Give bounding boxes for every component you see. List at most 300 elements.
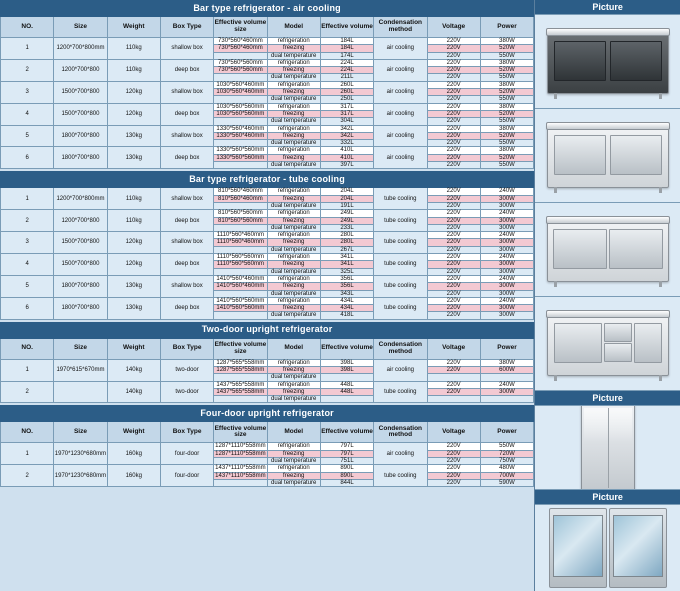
header-model: Model (267, 422, 320, 443)
cell-eff-size (214, 118, 267, 125)
cell-model: freezing (267, 472, 320, 479)
cell-weight: 130kg (107, 275, 160, 297)
cell-model: freezing (267, 132, 320, 139)
cell-model: dual temperature (267, 52, 320, 59)
header-size: Size (54, 17, 107, 38)
cell-size: 1200*700*800mm (54, 188, 107, 210)
cell-power: 750W (480, 458, 533, 465)
counter-legs (554, 281, 662, 287)
four-door-upright-illustration (549, 508, 667, 588)
cell-voltage: 220V (427, 443, 480, 450)
cell-model: freezing (267, 261, 320, 268)
cell-power: 240W (480, 275, 533, 282)
cell-condensation: tube cooling (374, 254, 427, 276)
cell-voltage: 220V (427, 52, 480, 59)
cell-eff-size: 730*560*560mm (214, 59, 267, 66)
door-right (610, 135, 662, 175)
door-right (610, 41, 662, 81)
cell-eff-size (214, 290, 267, 297)
table-row (1, 297, 534, 304)
cell-voltage: 220V (427, 140, 480, 147)
cell-eff-volume: 325L (320, 268, 373, 275)
counter-top (546, 310, 670, 318)
cell-eff-size: 810*560*460mm (214, 195, 267, 202)
cell-box-type: deep box (160, 297, 213, 319)
cell-box-type: shallow box (160, 38, 213, 60)
cell-eff-volume: 304L (320, 118, 373, 125)
door-left (553, 229, 607, 269)
header-voltage: Voltage (427, 422, 480, 443)
cell-eff-volume: 280L (320, 239, 373, 246)
cell-model: refrigeration (267, 147, 320, 154)
cell-voltage: 220V (427, 254, 480, 261)
cell-power: 240W (480, 210, 533, 217)
cell-size: 1500*700*800 (54, 81, 107, 103)
cell-power: 300W (480, 268, 533, 275)
cell-eff-volume: 418L (320, 312, 373, 319)
cell-eff-size (214, 140, 267, 147)
cell-power: 300W (480, 290, 533, 297)
cell-voltage: 220V (427, 224, 480, 231)
picture-header-3: Picture (535, 490, 680, 505)
cell-box-type: shallow box (160, 125, 213, 147)
product-photo-bar-tube-sliding (535, 203, 680, 297)
cell-weight: 110kg (107, 188, 160, 210)
header-model: Model (267, 17, 320, 38)
cell-condensation: air cooling (374, 125, 427, 147)
cell-no: 3 (1, 81, 54, 103)
cell-power: 550W (480, 140, 533, 147)
cell-voltage: 220V (427, 479, 480, 486)
cell-eff-volume: 184L (320, 45, 373, 52)
cell-power: 300W (480, 224, 533, 231)
cell-eff-size: 810*560*560mm (214, 210, 267, 217)
cell-eff-size: 1437*565*558mm (214, 381, 267, 388)
drawer-top (604, 323, 632, 342)
cell-eff-volume: 448L (320, 388, 373, 395)
cell-condensation: air cooling (374, 59, 427, 81)
cell-power: 520W (480, 132, 533, 139)
cell-power: 240W (480, 232, 533, 239)
cabinet-right (609, 508, 667, 588)
cell-voltage: 220V (427, 154, 480, 161)
cell-voltage: 220V (427, 202, 480, 209)
cell-no: 3 (1, 232, 54, 254)
cell-weight: 120kg (107, 103, 160, 125)
header-size: Size (54, 422, 107, 443)
cell-model: refrigeration (267, 59, 320, 66)
cell-power: 520W (480, 67, 533, 74)
cell-model: refrigeration (267, 103, 320, 110)
cell-model: freezing (267, 217, 320, 224)
cell-eff-volume: 249L (320, 217, 373, 224)
cell-model: dual temperature (267, 374, 320, 381)
header-weight: Weight (107, 338, 160, 359)
counter-body (547, 30, 669, 94)
cell-model: refrigeration (267, 81, 320, 88)
cell-model: freezing (267, 366, 320, 373)
header-box-type: Box Type (160, 422, 213, 443)
cell-no: 2 (1, 381, 54, 403)
cell-eff-size: 1287*565*558mm (214, 359, 267, 366)
cell-condensation: tube cooling (374, 232, 427, 254)
cell-size: 1800*700*800 (54, 297, 107, 319)
cell-size (54, 381, 107, 403)
cell-voltage: 220V (427, 132, 480, 139)
cell-model: freezing (267, 154, 320, 161)
cell-power: 240W (480, 381, 533, 388)
cell-no: 6 (1, 147, 54, 169)
cell-eff-size: 1287*565*558mm (214, 366, 267, 373)
cell-power: 240W (480, 254, 533, 261)
cell-eff-size: 1030*560*460mm (214, 89, 267, 96)
cell-voltage: 220V (427, 103, 480, 110)
cell-power: 380W (480, 147, 533, 154)
cell-eff-size (214, 74, 267, 81)
cell-weight: 160kg (107, 465, 160, 487)
header-effective-volume: Effective volume (320, 338, 373, 359)
cell-power: 300W (480, 217, 533, 224)
cell-eff-size: 810*560*560mm (214, 217, 267, 224)
counter-body (547, 218, 669, 282)
cell-voltage: 220V (427, 110, 480, 117)
two-door-upright-illustration (581, 406, 635, 490)
cell-voltage: 220V (427, 147, 480, 154)
cell-eff-size: 1437*1110*558mm (215, 472, 266, 479)
cell-condensation: air cooling (374, 443, 427, 465)
cell-no: 2 (1, 465, 54, 487)
header-effective-volume: Effective volume (320, 17, 373, 38)
cell-power: 380W (480, 81, 533, 88)
cell-model: dual temperature (267, 118, 320, 125)
cell-size: 1970*615*670mm (54, 359, 107, 381)
cell-voltage: 220V (427, 81, 480, 88)
cell-power: 700W (480, 472, 533, 479)
section-title-tube-cooling: Bar type refrigerator - tube cooling (1, 172, 534, 188)
table-row (1, 103, 534, 110)
drawer-bottom (604, 343, 632, 362)
cell-eff-size: 1110*560*560mm (214, 261, 267, 268)
cell-model: refrigeration (267, 297, 320, 304)
cell-eff-size: 1030*560*460mm (214, 81, 267, 88)
cell-model: freezing (267, 305, 320, 312)
picture-header-2: Picture (535, 391, 680, 406)
cell-eff-volume: 797L (320, 443, 373, 450)
cell-power: 550W (480, 162, 533, 169)
header-model: Model (267, 338, 320, 359)
cell-eff-volume: 398L (320, 366, 373, 373)
cell-weight: 110kg (107, 59, 160, 81)
cell-power: 300W (480, 388, 533, 395)
cell-power: 550W (480, 74, 533, 81)
cell-voltage: 220V (427, 45, 480, 52)
bar-refrigerator-drawer-illustration (547, 312, 669, 376)
cell-weight: 160kg (107, 443, 160, 465)
cell-model: refrigeration (267, 188, 320, 195)
cell-eff-volume: 280L (320, 232, 373, 239)
cell-no: 6 (1, 297, 54, 319)
header-weight: Weight (107, 422, 160, 443)
section-air-cooling-table (0, 0, 534, 169)
table-row (1, 147, 534, 154)
section-four-door-table (0, 405, 534, 487)
cell-box-type: four-door (160, 465, 213, 487)
cell-model: freezing (267, 45, 320, 52)
cell-no: 5 (1, 275, 54, 297)
cell-eff-volume: 751L (320, 458, 373, 465)
cell-box-type: shallow box (160, 232, 213, 254)
door-left (554, 41, 606, 81)
cell-no: 1 (1, 38, 54, 60)
cell-condensation: air cooling (374, 103, 427, 125)
cell-model: dual temperature (267, 290, 320, 297)
cell-box-type: deep box (160, 210, 213, 232)
cell-voltage: 220V (427, 74, 480, 81)
cell-condensation: air cooling (374, 359, 427, 381)
cell-voltage (427, 374, 480, 381)
cell-power: 300W (480, 246, 533, 253)
cell-voltage: 220V (427, 275, 480, 282)
cell-eff-volume (320, 396, 373, 403)
cell-model: refrigeration (267, 125, 320, 132)
cell-power: 480W (480, 465, 533, 472)
cell-power: 380W (480, 38, 533, 45)
header-effective-volume-size: Effective volume size (214, 338, 267, 359)
product-photo-bar-tube-drawers (535, 297, 680, 391)
cell-condensation: tube cooling (374, 465, 427, 487)
cell-eff-volume: 184L (320, 38, 373, 45)
counter-body (547, 312, 669, 376)
cell-size: 1500*700*800 (54, 232, 107, 254)
bar-refrigerator-steel-illustration (547, 124, 669, 188)
cell-power: 380W (480, 59, 533, 66)
cell-power: 520W (480, 154, 533, 161)
cell-voltage: 220V (427, 388, 480, 395)
cell-power: 380W (480, 103, 533, 110)
cabinet-left (549, 508, 607, 588)
cell-condensation: air cooling (374, 38, 427, 60)
cell-model: freezing (267, 283, 320, 290)
cell-weight: 140kg (107, 359, 160, 381)
cell-eff-volume: 267L (320, 246, 373, 253)
cell-power: 380W (480, 125, 533, 132)
cell-box-type: shallow box (160, 188, 213, 210)
section-title-two-door: Two-door upright refrigerator (1, 322, 534, 338)
table-row (1, 188, 534, 195)
header-voltage: Voltage (427, 17, 480, 38)
table-row (1, 210, 534, 217)
cell-model: freezing (267, 388, 320, 395)
cell-eff-volume: 249L (320, 210, 373, 217)
cell-voltage: 220V (427, 359, 480, 366)
cell-power: 300W (480, 283, 533, 290)
cell-power: 590W (480, 479, 533, 486)
cell-eff-volume: 398L (320, 359, 373, 366)
table-row (1, 232, 534, 239)
cell-voltage: 220V (427, 118, 480, 125)
cell-power: 550W (480, 443, 533, 450)
counter-top (546, 122, 670, 130)
cell-weight: 120kg (107, 232, 160, 254)
cell-power: 300W (480, 261, 533, 268)
cell-model: refrigeration (267, 232, 320, 239)
cell-power: 600W (480, 366, 533, 373)
cell-eff-size (214, 312, 267, 319)
cell-voltage: 220V (427, 472, 480, 479)
cell-voltage: 220V (427, 268, 480, 275)
header-power: Power (480, 422, 533, 443)
cell-voltage: 220V (427, 59, 480, 66)
cell-power: 300W (480, 195, 533, 202)
cell-eff-volume: 260L (320, 81, 373, 88)
cell-eff-volume: 174L (320, 52, 373, 59)
cell-model: dual temperature (267, 246, 320, 253)
picture-header-1: Picture (535, 0, 680, 15)
cell-model: freezing (267, 110, 320, 117)
cell-eff-volume: 397L (320, 162, 373, 169)
header-condensation-method: Condensation method (374, 338, 427, 359)
cell-model: refrigeration (267, 465, 320, 472)
cell-box-type: shallow box (160, 275, 213, 297)
table-header-row (1, 17, 534, 38)
cell-eff-volume: 224L (320, 59, 373, 66)
bar-refrigerator-sliding-illustration (547, 218, 669, 282)
cell-box-type: deep box (160, 254, 213, 276)
table-header-row (1, 422, 534, 443)
cell-eff-volume: 434L (320, 297, 373, 304)
section-title-four-door: Four-door upright refrigerator (1, 406, 534, 422)
cell-power: 520W (480, 45, 533, 52)
cell-eff-size: 730*560*560mm (214, 67, 267, 74)
cell-model: refrigeration (267, 275, 320, 282)
cell-eff-size: 1437*1110*558mm (215, 465, 266, 472)
cell-eff-volume: 260L (320, 89, 373, 96)
cell-eff-size: 1410*560*560mm (214, 305, 267, 312)
header-condensation-method: Condensation method (374, 17, 427, 38)
cell-eff-size: 730*560*460mm (214, 45, 267, 52)
cell-eff-size: 1110*560*560mm (214, 254, 267, 261)
table-row (1, 125, 534, 132)
cell-eff-size (214, 224, 267, 231)
cell-box-type: deep box (160, 147, 213, 169)
cell-power: 550W (480, 52, 533, 59)
cell-eff-volume: 410L (320, 147, 373, 154)
cell-power: 720W (480, 450, 533, 457)
table-row (1, 59, 534, 66)
cell-model: refrigeration (267, 359, 320, 366)
cell-weight: 130kg (107, 147, 160, 169)
cell-weight: 110kg (107, 210, 160, 232)
section-tube-cooling-table (0, 171, 534, 319)
cell-voltage: 220V (427, 283, 480, 290)
cell-no: 4 (1, 103, 54, 125)
cell-power: 300W (480, 305, 533, 312)
cell-voltage: 220V (427, 89, 480, 96)
cell-condensation: tube cooling (374, 275, 427, 297)
cell-eff-volume: 844L (320, 479, 373, 486)
cell-size: 1800*700*800 (54, 147, 107, 169)
cell-eff-volume: 191L (320, 202, 373, 209)
cell-weight: 120kg (107, 254, 160, 276)
counter-legs (554, 93, 662, 99)
cell-eff-size: 1330*560*560mm (214, 154, 267, 161)
cell-size: 1970*1230*680mm (54, 443, 107, 465)
cell-eff-volume (320, 374, 373, 381)
cell-eff-volume: 356L (320, 275, 373, 282)
cell-power: 520W (480, 89, 533, 96)
cell-eff-size (214, 458, 267, 465)
cell-no: 1 (1, 188, 54, 210)
table-row (1, 38, 534, 45)
cell-power: 550W (480, 118, 533, 125)
cell-no: 2 (1, 59, 54, 81)
cell-power: 550W (480, 96, 533, 103)
cell-condensation: tube cooling (374, 381, 427, 403)
cell-model: dual temperature (267, 202, 320, 209)
table-row (1, 443, 534, 450)
cell-voltage: 220V (427, 96, 480, 103)
cell-eff-volume: 233L (320, 224, 373, 231)
cell-condensation: tube cooling (374, 297, 427, 319)
cell-eff-size (214, 162, 267, 169)
header-voltage: Voltage (427, 338, 480, 359)
cell-eff-volume: 343L (320, 290, 373, 297)
cell-model: freezing (267, 450, 320, 457)
cell-eff-volume: 332L (320, 140, 373, 147)
cell-eff-volume: 204L (320, 188, 373, 195)
cell-size: 1500*700*800 (54, 103, 107, 125)
cell-voltage: 220V (427, 125, 480, 132)
header-power: Power (480, 17, 533, 38)
cell-eff-size: 1287*1110*558mm (215, 443, 266, 450)
door-split (608, 408, 609, 488)
cell-condensation: tube cooling (374, 188, 427, 210)
cell-power: 240W (480, 297, 533, 304)
cell-model: refrigeration (267, 443, 320, 450)
header-effective-volume: Effective volume (320, 422, 373, 443)
cell-model: dual temperature (267, 96, 320, 103)
cell-eff-volume: 211L (320, 74, 373, 81)
cell-model: dual temperature (267, 479, 320, 486)
cell-box-type: two-door (160, 359, 213, 381)
cell-eff-volume: 204L (320, 195, 373, 202)
cell-voltage: 220V (427, 246, 480, 253)
cell-eff-volume: 342L (320, 132, 373, 139)
cell-no: 5 (1, 125, 54, 147)
cell-voltage: 220V (427, 450, 480, 457)
cell-eff-volume: 317L (320, 110, 373, 117)
cell-box-type: shallow box (160, 81, 213, 103)
cell-voltage: 220V (427, 232, 480, 239)
cell-size: 1200*700*800mm (54, 38, 107, 60)
cell-model: freezing (267, 89, 320, 96)
cell-eff-volume: 341L (320, 254, 373, 261)
cell-weight: 120kg (107, 81, 160, 103)
cell-eff-volume: 448L (320, 381, 373, 388)
table-row (1, 254, 534, 261)
cell-eff-size: 1437*565*558mm (214, 388, 267, 395)
header-box-type: Box Type (160, 17, 213, 38)
counter-top (546, 28, 670, 36)
counter-legs (554, 187, 662, 193)
cell-eff-size: 1287*1110*558mm (215, 450, 266, 457)
cell-voltage: 220V (427, 162, 480, 169)
product-photo-bar-air-dark (535, 15, 680, 109)
cell-eff-size: 1410*560*460mm (214, 283, 267, 290)
cell-eff-size (214, 96, 267, 103)
cell-eff-size: 730*560*460mm (214, 38, 267, 45)
cell-eff-size: 1410*560*460mm (214, 275, 267, 282)
